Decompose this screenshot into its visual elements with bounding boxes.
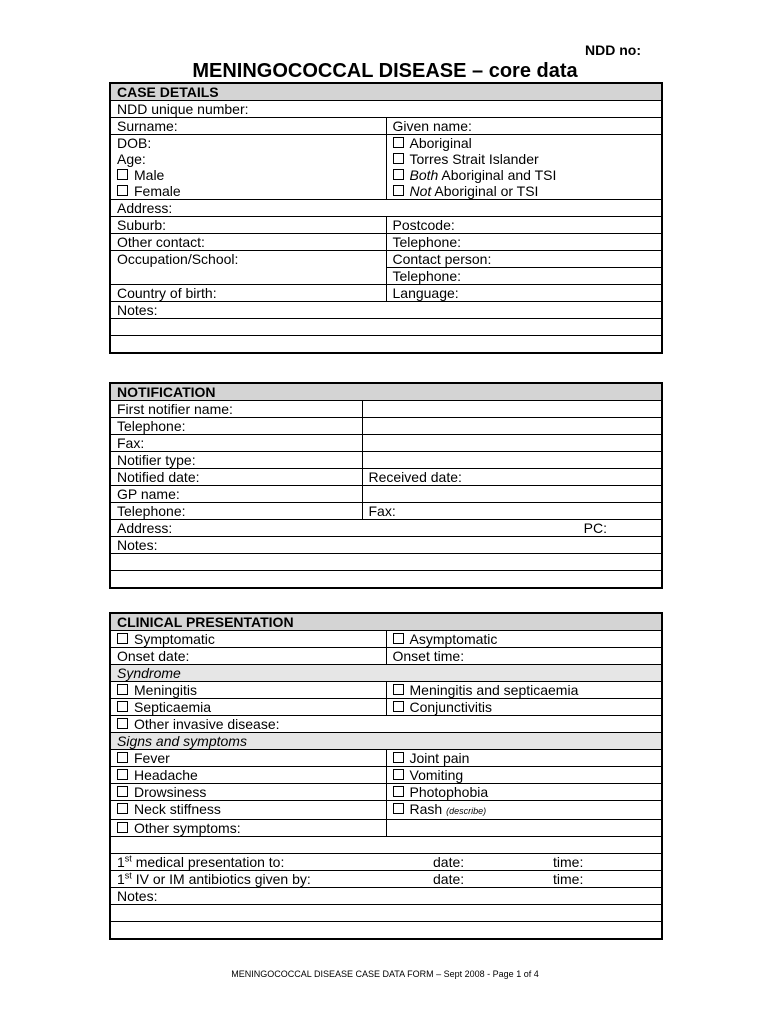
both-aboriginal-tsi-option[interactable] (386, 167, 662, 183)
headache-label: Headache (134, 767, 198, 783)
case-details-heading: CASE DETAILS (110, 83, 662, 101)
female-option[interactable] (110, 183, 386, 200)
notifier-type-value[interactable] (362, 452, 662, 469)
first-medical-presentation-field[interactable] (110, 854, 662, 871)
checkbox-icon[interactable] (393, 169, 404, 180)
surname-field[interactable]: Surname: (110, 118, 386, 135)
medical-presentation-text: medical presentation to: (131, 854, 285, 870)
notification-address-field[interactable] (110, 520, 662, 537)
first-notifier-name-field[interactable]: First notifier name: (110, 401, 362, 418)
case-details-table (109, 82, 663, 354)
both-emphasis: Both (409, 167, 439, 183)
other-contact-field[interactable]: Other contact: (110, 234, 386, 251)
checkbox-icon[interactable] (117, 701, 128, 712)
gp-fax-field[interactable]: Fax: (362, 503, 662, 520)
ordinal-number: 1 (117, 871, 125, 887)
ordinal-number: 1 (117, 854, 125, 870)
case-notes-line[interactable] (110, 336, 662, 354)
gp-name-value[interactable] (362, 486, 662, 503)
medical-presentation-time: time: (553, 854, 584, 870)
aboriginal-label: Aboriginal (409, 135, 472, 151)
neck-stiffness-label: Neck stiffness (134, 801, 221, 817)
torres-strait-option[interactable] (386, 151, 662, 167)
meningitis-septicaemia-label: Meningitis and septicaemia (409, 682, 579, 698)
first-antibiotics-label (117, 871, 433, 887)
notification-heading: NOTIFICATION (110, 383, 662, 401)
female-label: Female (134, 183, 181, 199)
checkbox-icon[interactable] (117, 822, 128, 833)
ordinal-suffix: st (124, 870, 132, 881)
notification-notes-line[interactable] (110, 571, 662, 589)
notification-notes-field[interactable]: Notes: (110, 537, 662, 554)
medical-presentation-date: date: (433, 854, 465, 870)
notifier-fax-field[interactable]: Fax: (110, 435, 362, 452)
notifier-telephone-value[interactable] (362, 418, 662, 435)
rash-option[interactable] (386, 801, 662, 820)
checkbox-icon[interactable] (117, 684, 128, 695)
photophobia-option[interactable] (386, 784, 662, 801)
postcode-field[interactable]: Postcode: (386, 217, 662, 234)
antibiotics-text: IV or IM antibiotics given by: (131, 871, 311, 887)
checkbox-icon[interactable] (393, 769, 404, 780)
fever-option[interactable] (110, 750, 386, 767)
other-symptoms-option[interactable] (110, 820, 386, 837)
symptomatic-label: Symptomatic (134, 631, 215, 647)
clinical-presentation-heading: CLINICAL PRESENTATION (110, 613, 662, 631)
ndd-unique-number-field[interactable]: NDD unique number: (110, 101, 662, 118)
checkbox-icon[interactable] (117, 786, 128, 797)
symptomatic-option[interactable] (110, 631, 386, 648)
fever-label: Fever (134, 750, 170, 766)
case-notes-field[interactable]: Notes: (110, 302, 662, 319)
pc-label: PC: (583, 520, 608, 536)
drowsiness-option[interactable] (110, 784, 386, 801)
aboriginal-option[interactable] (386, 135, 662, 152)
notification-notes-line[interactable] (110, 554, 662, 571)
onset-time-field[interactable]: Onset time: (386, 648, 662, 665)
headache-option[interactable] (110, 767, 386, 784)
syndrome-subheading: Syndrome (110, 665, 662, 682)
checkbox-icon[interactable] (393, 752, 404, 763)
ndd-number-label: NDD no: (585, 42, 641, 58)
address-label: Address: (117, 520, 173, 536)
clinical-notes-line[interactable] (110, 922, 662, 940)
meningitis-option[interactable] (110, 682, 386, 699)
checkbox-icon[interactable] (393, 684, 404, 695)
onset-date-field[interactable]: Onset date: (110, 648, 386, 665)
meningitis-septicaemia-option[interactable] (386, 682, 662, 699)
clinical-notes-line[interactable] (110, 905, 662, 922)
male-label: Male (134, 167, 165, 183)
first-notifier-name-value[interactable] (362, 401, 662, 418)
checkbox-icon[interactable] (117, 769, 128, 780)
meningitis-label: Meningitis (134, 682, 198, 698)
case-notes-line[interactable] (110, 319, 662, 336)
conjunctivitis-option[interactable] (386, 699, 662, 716)
clinical-spacer-row (110, 837, 662, 854)
other-symptoms-label: Other symptoms: (134, 820, 241, 836)
checkbox-icon[interactable] (117, 718, 128, 729)
given-name-field[interactable]: Given name: (386, 118, 662, 135)
checkbox-icon[interactable] (117, 752, 128, 763)
conjunctivitis-label: Conjunctivitis (409, 699, 492, 715)
signs-symptoms-subheading: Signs and symptoms (110, 733, 662, 750)
joint-pain-option[interactable] (386, 750, 662, 767)
antibiotics-date: date: (433, 871, 465, 887)
not-aboriginal-tsi-option[interactable] (386, 183, 662, 200)
rash-label: Rash (409, 801, 443, 817)
telephone-field[interactable]: Telephone: (386, 234, 662, 251)
septicaemia-option[interactable] (110, 699, 386, 716)
both-label: Aboriginal and TSI (438, 167, 557, 183)
checkbox-icon[interactable] (393, 137, 404, 148)
age-field[interactable]: Age: (110, 151, 386, 167)
clinical-notes-field[interactable]: Notes: (110, 888, 662, 905)
first-medical-presentation-label (117, 854, 433, 870)
checkbox-icon[interactable] (393, 701, 404, 712)
gp-name-field[interactable]: GP name: (110, 486, 362, 503)
vomiting-label: Vomiting (409, 767, 464, 783)
checkbox-icon[interactable] (117, 185, 128, 196)
checkbox-icon[interactable] (393, 633, 404, 644)
dob-field[interactable]: DOB: (110, 135, 386, 152)
address-field[interactable]: Address: (110, 200, 662, 217)
joint-pain-label: Joint pain (409, 750, 470, 766)
page-footer: MENINGOCOCCAL DISEASE CASE DATA FORM – Sept 2008 - Page 1 of 4 (231, 969, 539, 979)
drowsiness-label: Drowsiness (134, 784, 207, 800)
checkbox-icon[interactable] (393, 185, 404, 196)
checkbox-icon[interactable] (393, 153, 404, 164)
other-invasive-label: Other invasive disease: (134, 716, 280, 732)
checkbox-icon[interactable] (117, 633, 128, 644)
occupation-extra-line[interactable] (110, 268, 386, 285)
ordinal-suffix: st (124, 853, 132, 864)
clinical-presentation-table (109, 612, 663, 940)
first-antibiotics-field[interactable] (110, 871, 662, 888)
gp-telephone-field[interactable]: Telephone: (110, 503, 362, 520)
asymptomatic-label: Asymptomatic (409, 631, 498, 647)
checkbox-icon[interactable] (117, 803, 128, 814)
not-label: Aboriginal or TSI (431, 183, 539, 199)
checkbox-icon[interactable] (393, 803, 404, 814)
asymptomatic-option[interactable] (386, 631, 662, 648)
photophobia-label: Photophobia (409, 784, 489, 800)
not-emphasis: Not (409, 183, 432, 199)
received-date-field[interactable]: Received date: (362, 469, 662, 486)
occupation-school-field[interactable]: Occupation/School: (110, 251, 386, 268)
notified-date-field[interactable]: Notified date: (110, 469, 362, 486)
language-field[interactable]: Language: (386, 285, 662, 302)
neck-stiffness-option[interactable] (110, 801, 386, 820)
rash-describe-hint: (describe) (446, 806, 487, 816)
contact-person-field[interactable]: Contact person: (386, 251, 662, 268)
notifier-fax-value[interactable] (362, 435, 662, 452)
notifier-telephone-field[interactable]: Telephone: (110, 418, 362, 435)
septicaemia-label: Septicaemia (134, 699, 212, 715)
page-title: MENINGOCOCCAL DISEASE – core data (192, 60, 578, 82)
other-symptoms-value[interactable] (386, 820, 662, 837)
other-invasive-disease-option[interactable] (110, 716, 662, 733)
checkbox-icon[interactable] (393, 786, 404, 797)
male-option[interactable] (110, 167, 386, 183)
country-of-birth-field[interactable]: Country of birth: (110, 285, 386, 302)
contact-telephone-field[interactable]: Telephone: (386, 268, 662, 285)
torres-strait-label: Torres Strait Islander (409, 151, 539, 167)
checkbox-icon[interactable] (117, 169, 128, 180)
notification-table (109, 382, 663, 589)
suburb-field[interactable]: Suburb: (110, 217, 386, 234)
antibiotics-time: time: (553, 871, 584, 887)
vomiting-option[interactable] (386, 767, 662, 784)
notifier-type-field[interactable]: Notifier type: (110, 452, 362, 469)
